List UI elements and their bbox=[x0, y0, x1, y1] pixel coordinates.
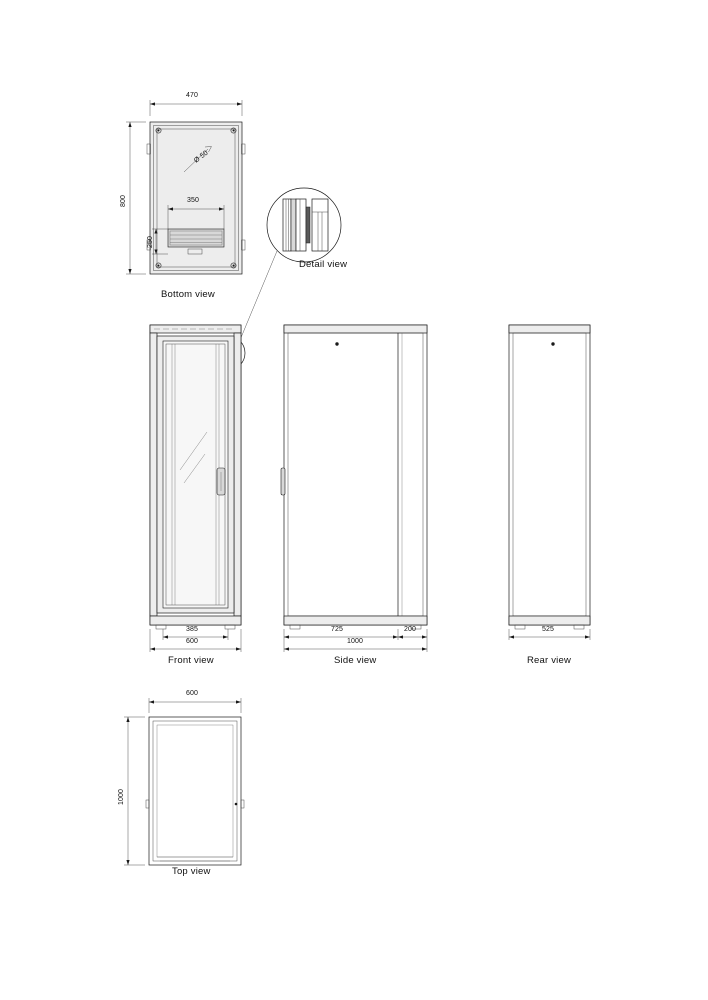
dim-side-door: 200 bbox=[404, 626, 416, 633]
dim-bottom-inner-width: 350 bbox=[187, 197, 199, 204]
dim-side-total: 1000 bbox=[347, 638, 363, 645]
dim-top-depth: 1000 bbox=[118, 789, 125, 805]
label-rear-view: Rear view bbox=[527, 655, 572, 666]
dim-front-outer-width: 600 bbox=[186, 638, 198, 645]
label-top-view: Top view bbox=[172, 866, 211, 877]
dim-rear-width: 525 bbox=[542, 626, 554, 633]
dim-bottom-height: 800 bbox=[120, 195, 127, 207]
dim-front-inner-width: 385 bbox=[186, 626, 198, 633]
label-bottom-view: Bottom view bbox=[161, 289, 215, 300]
label-side-view: Side view bbox=[334, 655, 377, 666]
dim-bottom-inner-height: 250 bbox=[147, 236, 154, 248]
dim-top-width: 600 bbox=[186, 690, 198, 697]
label-detail-view: Detail view bbox=[299, 259, 348, 270]
dim-bottom-width: 470 bbox=[186, 92, 198, 99]
label-front-view: Front view bbox=[168, 655, 214, 666]
dim-bottom-radius: Ø 50 bbox=[193, 149, 210, 165]
dim-side-body: 725 bbox=[331, 626, 343, 633]
